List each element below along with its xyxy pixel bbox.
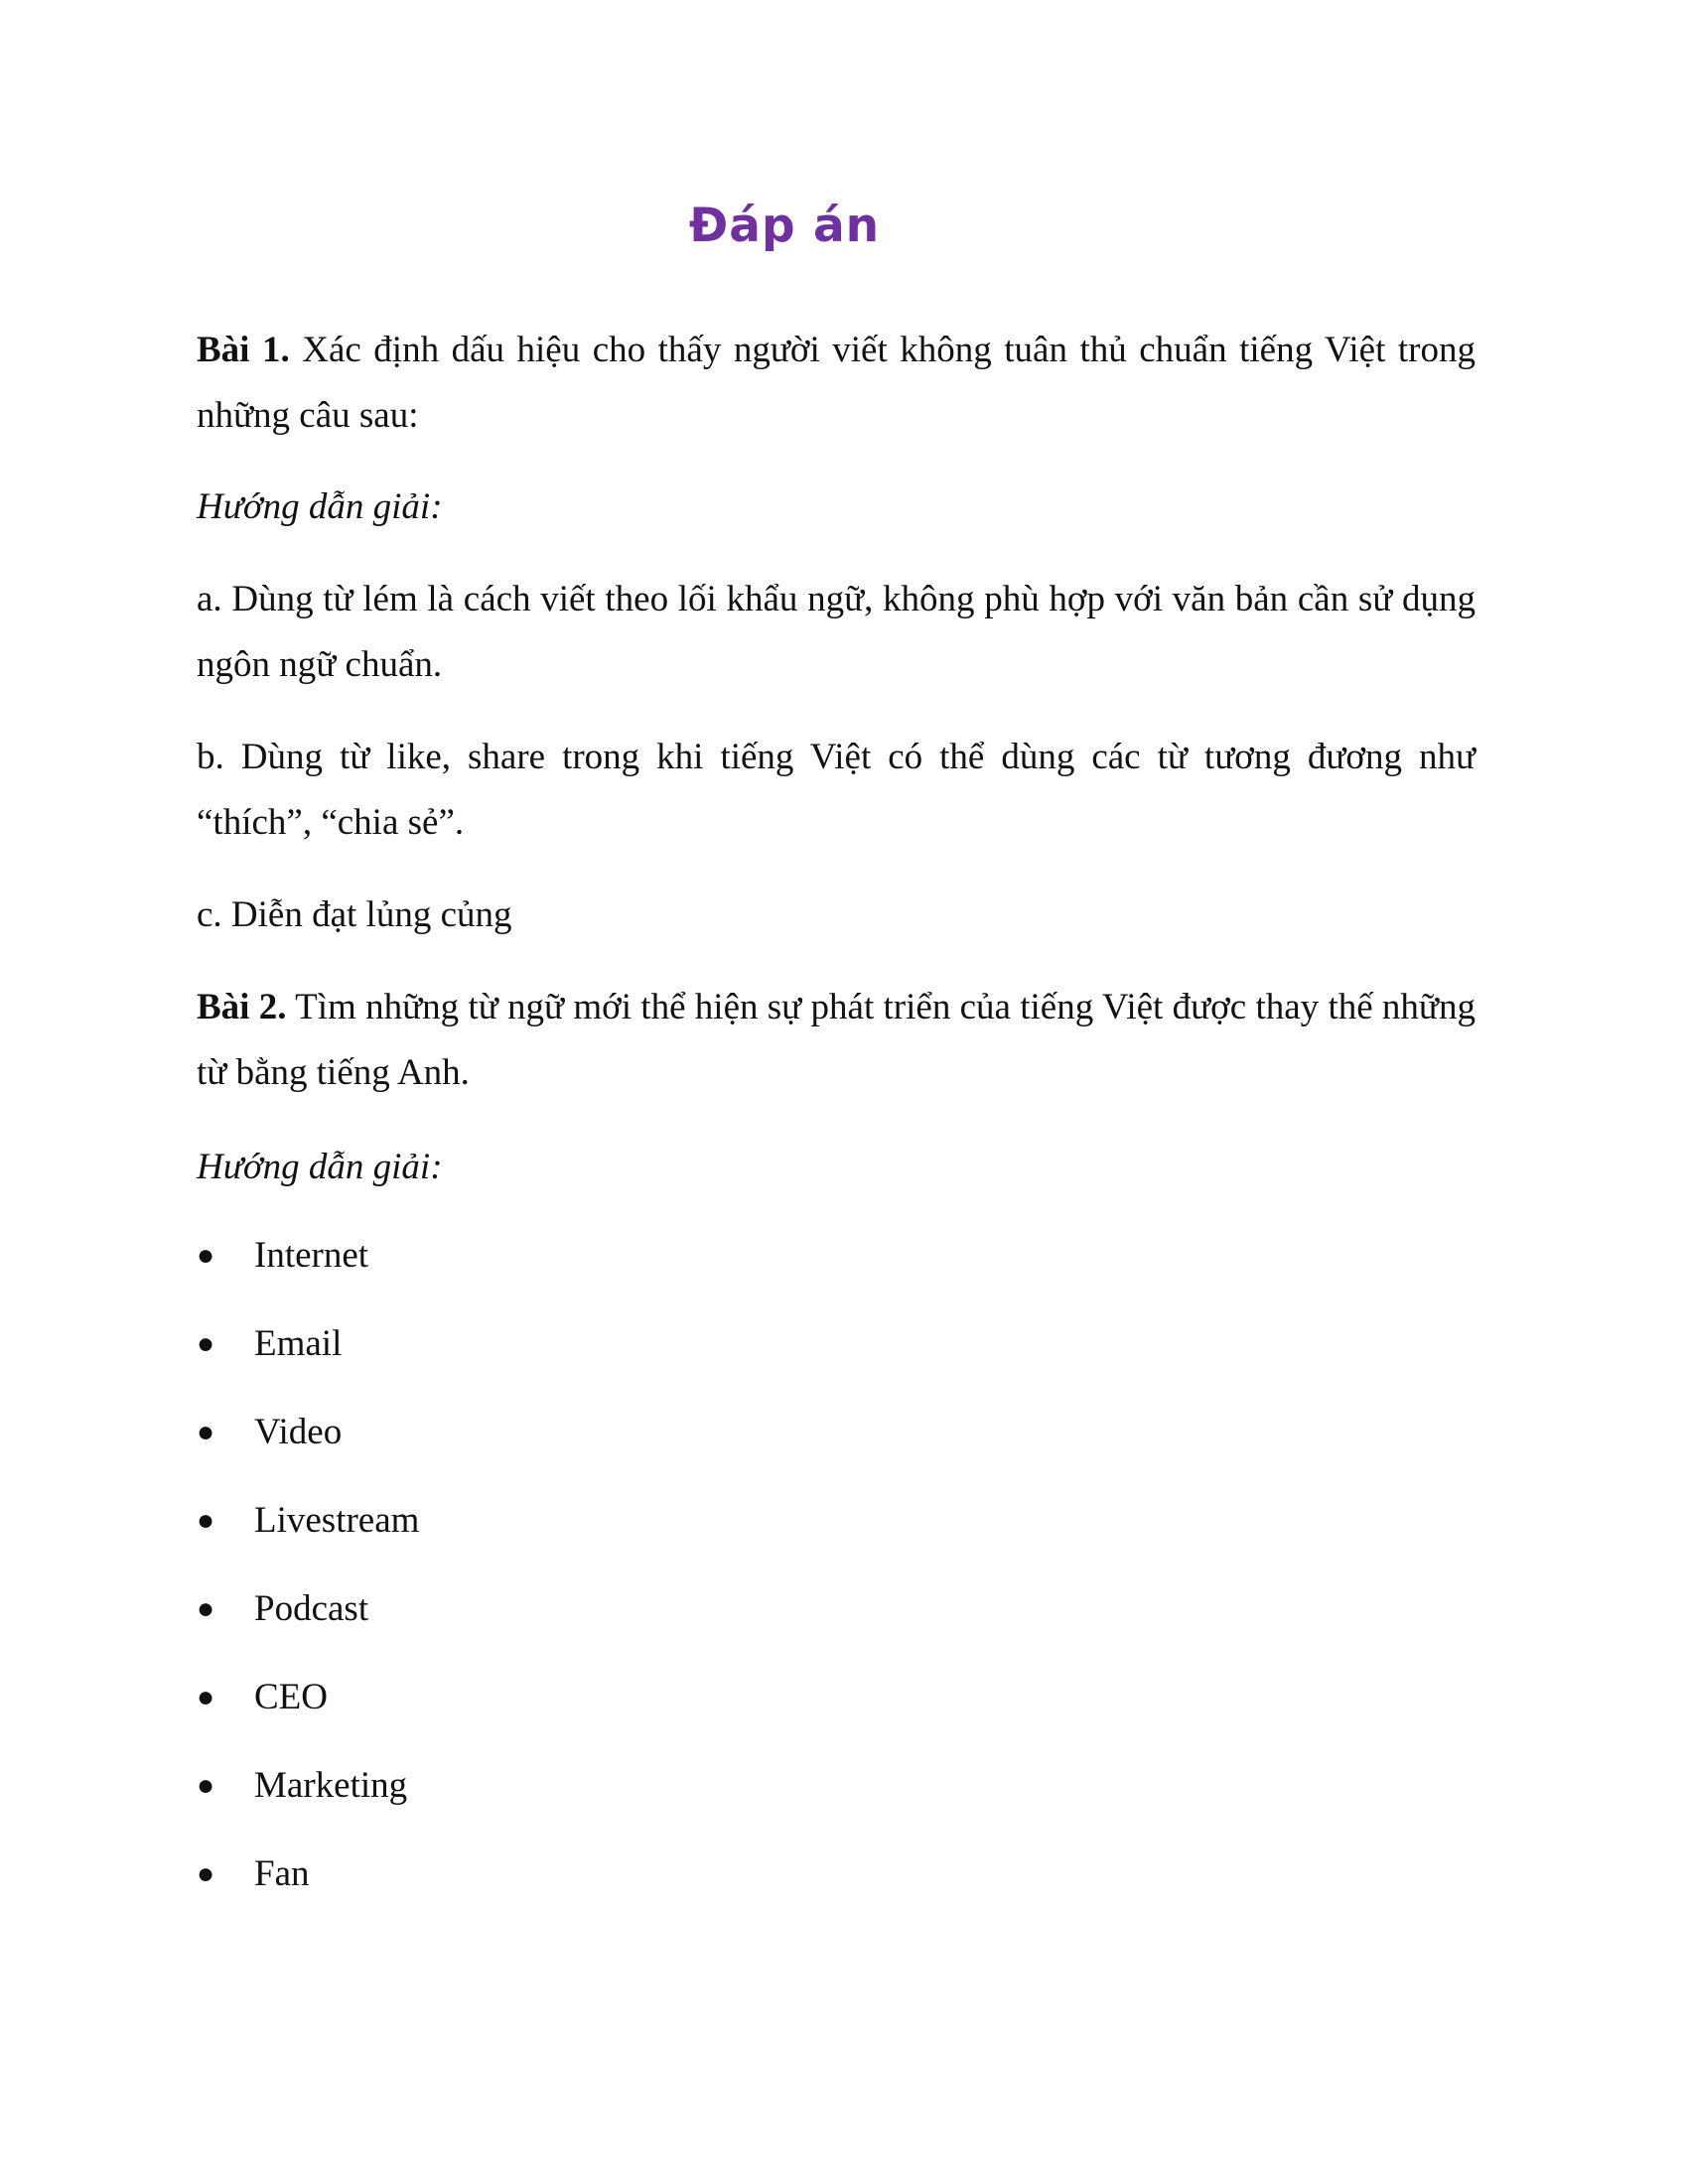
list-item-text: Marketing [254,1765,408,1806]
bullet-icon: ● [197,1239,215,1272]
bullet-icon: ● [197,1681,215,1713]
bullet-icon: ● [197,1592,215,1625]
list-item-text: CEO [254,1677,328,1717]
bullet-icon: ● [197,1504,215,1537]
exercise-1-answer-b: b. Dùng từ like, share trong khi tiếng Việt có thể dùng các từ tương đương như “thích”, “chia sẻ”. [197,737,1476,843]
exercise-1-prompt [197,318,1476,449]
list-item-text: Email [254,1323,343,1364]
exercise-1-answer-c: c. Diễn đạt lủng củng [197,894,512,935]
exercise-1-text: Xác định dấu hiệu cho thấy người viết không tuân thủ chuẩn tiếng Việt trong những câu sau: [197,330,1476,436]
page-title: Đáp án [688,199,881,253]
list-item-text: Fan [254,1853,310,1894]
exercise-1-answer-a: a. Dùng từ lém là cách viết theo lối khẩu ngữ, không phù hợp với văn bản cần sử dụng ngôn ngữ chuẩn. [197,579,1476,685]
exercise-2-text: Tìm những từ ngữ mới thể hiện sự phát triển của tiếng Việt được thay thế những từ bằng tiếng Anh. [197,987,1476,1093]
exercise-1-label: Bài 1. [197,330,290,370]
bullet-icon: ● [197,1327,215,1360]
list-item-text: Video [254,1412,343,1452]
exercise-1-guide: Hướng dẫn giải: [197,486,443,527]
exercise-2-label: Bài 2. [197,987,287,1027]
list-item-text: Internet [254,1235,369,1276]
bullet-icon: ● [197,1416,215,1448]
bullet-icon: ● [197,1769,215,1802]
exercise-2-prompt [197,975,1476,1106]
list-item-text: Podcast [254,1588,369,1629]
bullet-icon: ● [197,1857,215,1890]
exercise-2-guide: Hướng dẫn giải: [197,1147,443,1187]
list-item-text: Livestream [254,1500,420,1541]
